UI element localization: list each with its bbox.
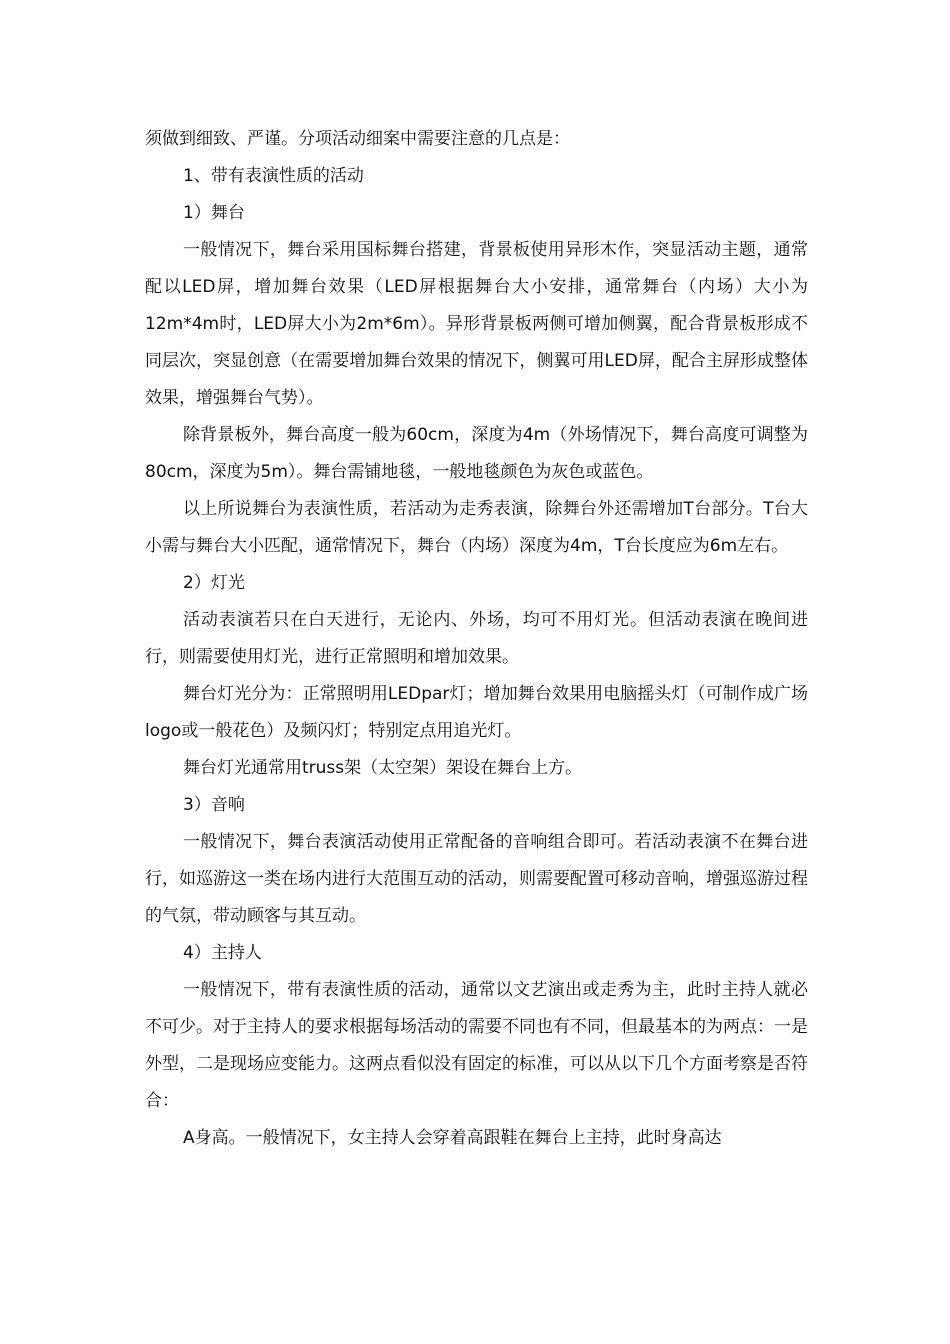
paragraph-intro: 须做到细致、严谨。分项活动细案中需要注意的几点是： [145, 129, 570, 149]
paragraph-lighting-truss: 舞台灯光通常用truss架（太空架）架设在舞台上方。 [183, 758, 583, 778]
paragraph-lighting-types: 舞台灯光分为：正常照明用LEDpar灯；增加舞台效果用电脑摇头灯（可制作成广场logo或一般花色）及频闪灯；特别定点用追光灯。 [145, 684, 808, 741]
heading-performance-activity: 1、带有表演性质的活动 [183, 166, 364, 186]
paragraph-lighting-daytime: 活动表演若只在白天进行，无论内、外场，均可不用灯光。但活动表演在晚间进行，则需要使用灯光，进行正常照明和增加效果。 [145, 610, 808, 667]
heading-lighting: 2）灯光 [183, 573, 245, 593]
paragraph-stage-general: 一般情况下，舞台采用国标舞台搭建，背景板使用异形木作，突显活动主题，通常配以LED屏，增加舞台效果（LED屏根据舞台大小安排，通常舞台（内场）大小为12m*4m时，LED屏大小为2m*6m）。异形背景板两侧可增加侧翼，配合背景板形成不同层次，突显创意（在需要增加舞台效果的情况下，侧翼可用LED屏，配合主屏形成整体效果，增强舞台气势）。 [145, 240, 808, 408]
paragraph-stage-runway: 以上所说舞台为表演性质，若活动为走秀表演，除舞台外还需增加T台部分。T台大小需与舞台大小匹配，通常情况下，舞台（内场）深度为4m，T台长度应为6m左右。 [145, 499, 808, 556]
paragraph-audio: 一般情况下，舞台表演活动使用正常配备的音响组合即可。若活动表演不在舞台进行，如巡游这一类在场内进行大范围互动的活动，则需要配置可移动音响，增强巡游过程的气氛，带动顾客与其互动。 [145, 832, 808, 926]
paragraph-host-height: A身高。一般情况下，女主持人会穿着高跟鞋在舞台上主持，此时身高达 [183, 1128, 722, 1148]
heading-audio: 3）音响 [183, 795, 245, 815]
heading-stage: 1）舞台 [183, 203, 245, 223]
paragraph-stage-height: 除背景板外，舞台高度一般为60cm，深度为4m（外场情况下，舞台高度可调整为80cm，深度为5m）。舞台需铺地毯，一般地毯颜色为灰色或蓝色。 [145, 425, 808, 482]
paragraph-host: 一般情况下，带有表演性质的活动，通常以文艺演出或走秀为主，此时主持人就必不可少。对于主持人的要求根据每场活动的需要不同也有不同，但最基本的为两点：一是外型，二是现场应变能力。这两点看似没有固定的标准，可以从以下几个方面考察是否符合： [145, 980, 808, 1111]
heading-host: 4）主持人 [183, 943, 262, 963]
document-body [145, 121, 808, 1157]
